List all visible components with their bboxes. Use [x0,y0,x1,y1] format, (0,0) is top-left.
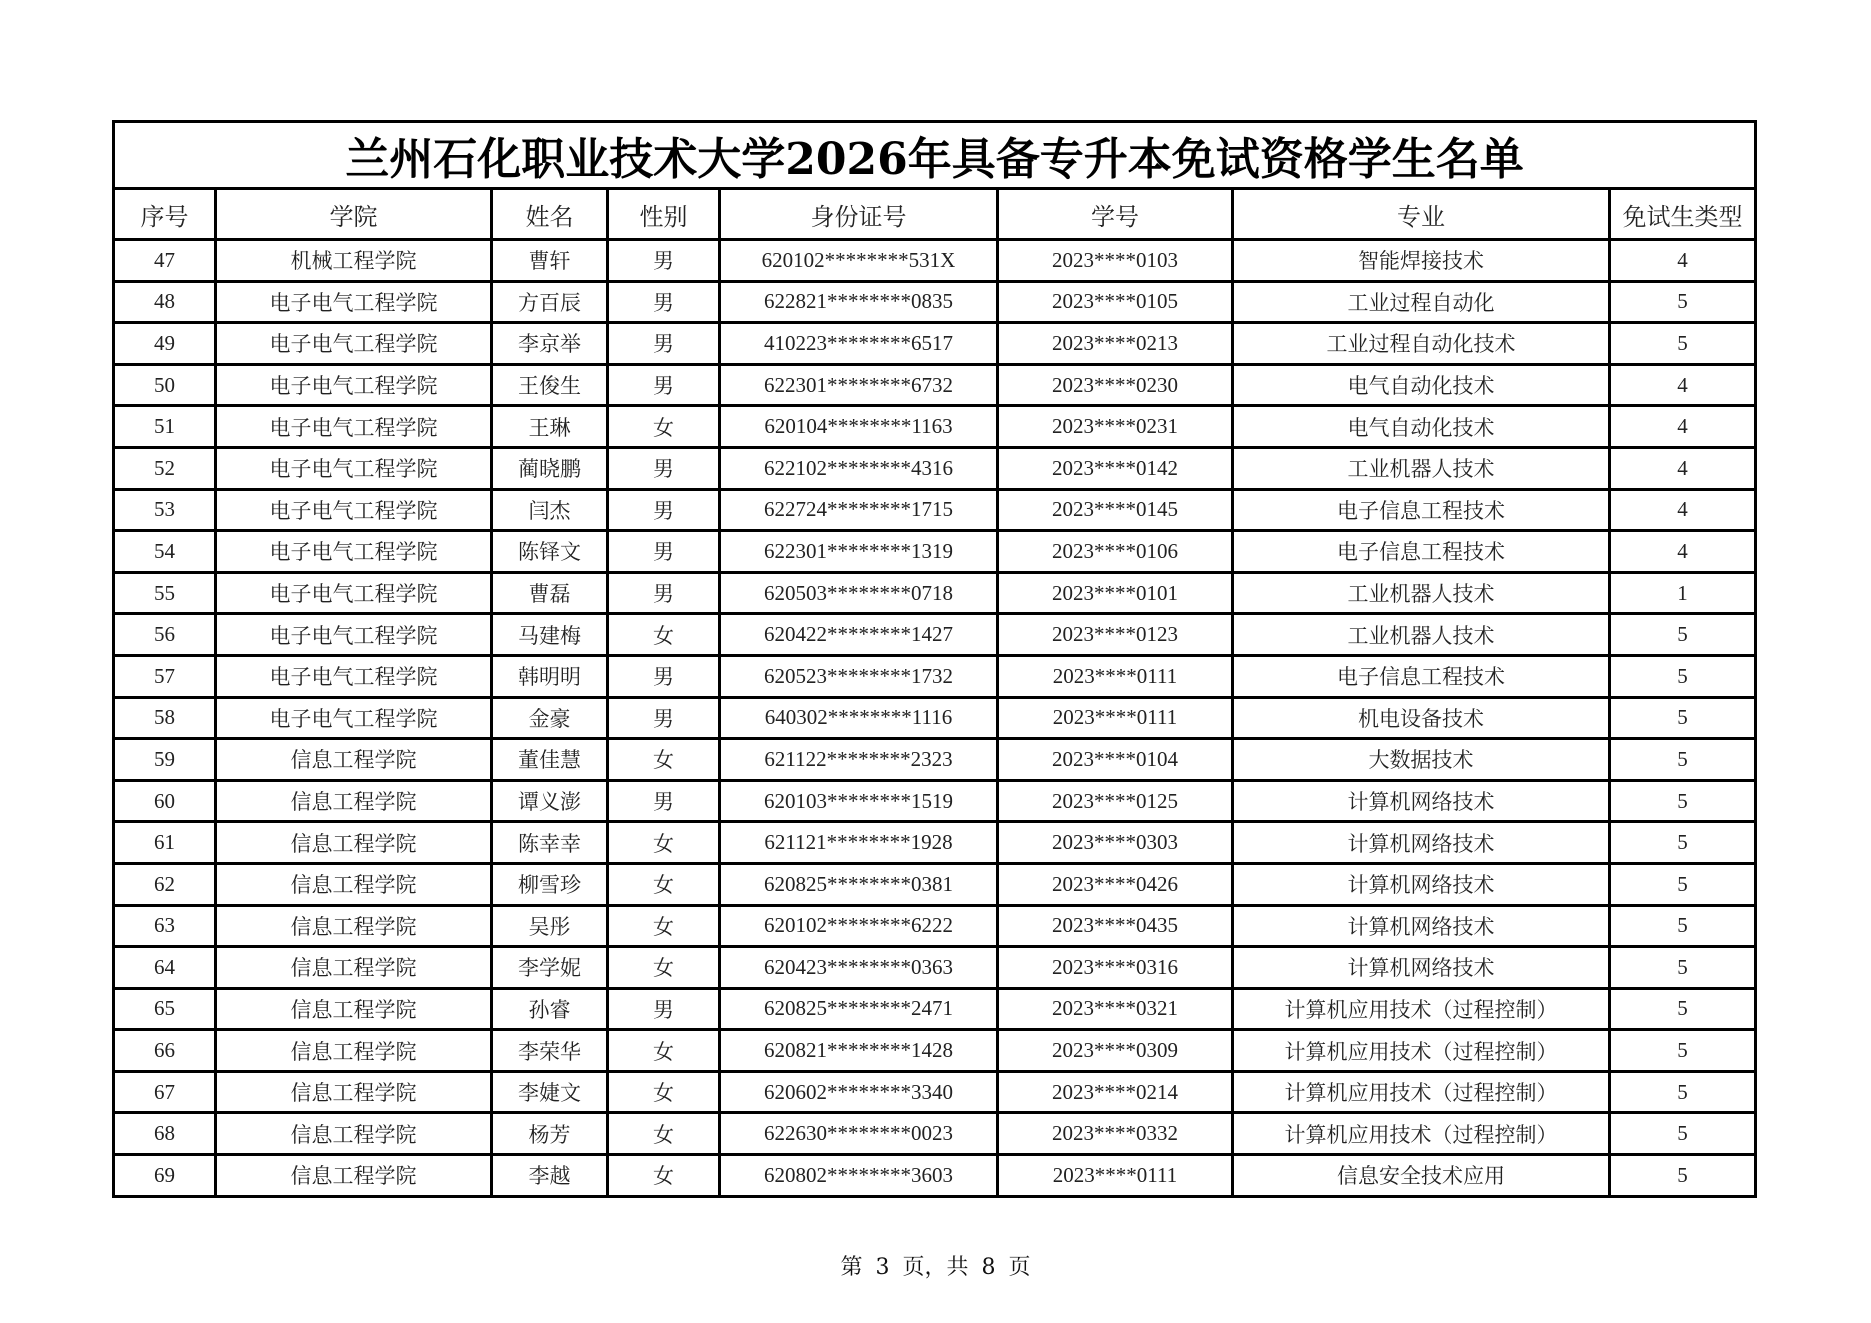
cell-major: 计算机应用技术（过程控制） [1233,1113,1610,1155]
cell-college: 电子电气工程学院 [216,364,492,406]
cell-name: 董佳慧 [492,739,608,781]
cell-college: 信息工程学院 [216,780,492,822]
cell-gender: 女 [608,1071,720,1113]
cell-id-card: 620825********2471 [720,988,998,1030]
cell-name: 李荣华 [492,1030,608,1072]
cell-major: 电气自动化技术 [1233,406,1610,448]
cell-type: 4 [1610,447,1756,489]
cell-no: 53 [114,489,216,531]
cell-gender: 男 [608,240,720,282]
cell-no: 48 [114,281,216,323]
cell-major: 计算机应用技术（过程控制） [1233,1071,1610,1113]
cell-type: 5 [1610,1113,1756,1155]
student-table [112,120,1757,1198]
cell-type: 5 [1610,655,1756,697]
cell-no: 62 [114,863,216,905]
cell-no: 59 [114,739,216,781]
cell-type: 1 [1610,572,1756,614]
cell-id-card: 620503********0718 [720,572,998,614]
cell-no: 56 [114,614,216,656]
cell-type: 4 [1610,489,1756,531]
table-row [114,364,1756,406]
cell-id-card: 640302********1116 [720,697,998,739]
column-header-name: 姓名 [492,189,608,240]
cell-gender: 男 [608,655,720,697]
cell-student-id: 2023****0309 [998,1030,1233,1072]
cell-name: 王俊生 [492,364,608,406]
cell-college: 信息工程学院 [216,947,492,989]
cell-no: 60 [114,780,216,822]
cell-type: 5 [1610,281,1756,323]
column-header-type: 免试生类型 [1610,189,1756,240]
cell-college: 电子电气工程学院 [216,572,492,614]
cell-name: 曹轩 [492,240,608,282]
cell-major: 工业过程自动化技术 [1233,323,1610,365]
cell-college: 信息工程学院 [216,1155,492,1197]
cell-college: 电子电气工程学院 [216,489,492,531]
table-row [114,863,1756,905]
table-row [114,240,1756,282]
cell-student-id: 2023****0101 [998,572,1233,614]
table-row [114,697,1756,739]
column-header-major: 专业 [1233,189,1610,240]
cell-student-id: 2023****0105 [998,281,1233,323]
cell-college: 电子电气工程学院 [216,697,492,739]
cell-major: 计算机网络技术 [1233,780,1610,822]
page-number-footer: 第 3 页，共 8 页 [840,1255,1031,1280]
cell-name: 陈幸幸 [492,822,608,864]
cell-id-card: 620423********0363 [720,947,998,989]
cell-type: 4 [1610,531,1756,573]
cell-student-id: 2023****0213 [998,323,1233,365]
table-row [114,323,1756,365]
cell-type: 5 [1610,1155,1756,1197]
cell-college: 信息工程学院 [216,739,492,781]
cell-major: 计算机网络技术 [1233,863,1610,905]
title-row [114,122,1756,189]
cell-major: 工业过程自动化 [1233,281,1610,323]
cell-type: 5 [1610,988,1756,1030]
cell-id-card: 621122********2323 [720,739,998,781]
table-row [114,489,1756,531]
cell-student-id: 2023****0111 [998,655,1233,697]
cell-type: 4 [1610,364,1756,406]
cell-no: 63 [114,905,216,947]
cell-id-card: 622724********1715 [720,489,998,531]
cell-id-card: 622301********1319 [720,531,998,573]
cell-no: 68 [114,1113,216,1155]
cell-college: 信息工程学院 [216,905,492,947]
cell-type: 5 [1610,780,1756,822]
cell-student-id: 2023****0435 [998,905,1233,947]
column-header-id-card: 身份证号 [720,189,998,240]
cell-student-id: 2023****0321 [998,988,1233,1030]
cell-major: 电气自动化技术 [1233,364,1610,406]
cell-type: 5 [1610,1071,1756,1113]
cell-type: 5 [1610,1030,1756,1072]
cell-gender: 女 [608,614,720,656]
cell-type: 5 [1610,323,1756,365]
cell-gender: 女 [608,947,720,989]
cell-no: 47 [114,240,216,282]
cell-name: 蔺晓鹏 [492,447,608,489]
cell-major: 工业机器人技术 [1233,614,1610,656]
cell-college: 机械工程学院 [216,240,492,282]
cell-no: 69 [114,1155,216,1197]
cell-no: 54 [114,531,216,573]
cell-college: 电子电气工程学院 [216,531,492,573]
cell-gender: 男 [608,323,720,365]
table-row [114,780,1756,822]
cell-college: 信息工程学院 [216,1113,492,1155]
cell-type: 5 [1610,614,1756,656]
cell-type: 4 [1610,240,1756,282]
cell-no: 65 [114,988,216,1030]
table-row [114,572,1756,614]
document-title: 兰州石化职业技术大学2026年具备专升本免试资格学生名单 [114,122,1756,189]
table-row [114,822,1756,864]
cell-gender: 男 [608,988,720,1030]
cell-type: 5 [1610,697,1756,739]
cell-gender: 男 [608,780,720,822]
cell-college: 信息工程学院 [216,1071,492,1113]
cell-college: 电子电气工程学院 [216,323,492,365]
cell-name: 李越 [492,1155,608,1197]
cell-type: 5 [1610,822,1756,864]
cell-id-card: 622102********4316 [720,447,998,489]
table-row [114,406,1756,448]
cell-id-card: 621121********1928 [720,822,998,864]
cell-no: 66 [114,1030,216,1072]
cell-name: 李京举 [492,323,608,365]
table-row [114,1155,1756,1197]
cell-name: 李学妮 [492,947,608,989]
cell-college: 电子电气工程学院 [216,447,492,489]
cell-student-id: 2023****0214 [998,1071,1233,1113]
cell-major: 大数据技术 [1233,739,1610,781]
cell-college: 电子电气工程学院 [216,406,492,448]
cell-student-id: 2023****0103 [998,240,1233,282]
cell-name: 吴彤 [492,905,608,947]
cell-no: 52 [114,447,216,489]
cell-college: 电子电气工程学院 [216,655,492,697]
cell-major: 电子信息工程技术 [1233,531,1610,573]
cell-id-card: 620821********1428 [720,1030,998,1072]
column-header-gender: 性别 [608,189,720,240]
cell-major: 计算机网络技术 [1233,822,1610,864]
cell-name: 金豪 [492,697,608,739]
cell-id-card: 622821********0835 [720,281,998,323]
cell-student-id: 2023****0104 [998,739,1233,781]
table-row [114,531,1756,573]
cell-major: 计算机网络技术 [1233,947,1610,989]
cell-gender: 男 [608,281,720,323]
cell-id-card: 620103********1519 [720,780,998,822]
cell-student-id: 2023****0123 [998,614,1233,656]
cell-major: 计算机应用技术（过程控制） [1233,988,1610,1030]
column-header-college: 学院 [216,189,492,240]
cell-no: 58 [114,697,216,739]
cell-major: 信息安全技术应用 [1233,1155,1610,1197]
cell-student-id: 2023****0231 [998,406,1233,448]
cell-student-id: 2023****0316 [998,947,1233,989]
cell-college: 电子电气工程学院 [216,614,492,656]
student-list-sheet [112,120,1754,1198]
cell-type: 5 [1610,947,1756,989]
table-row [114,1113,1756,1155]
cell-id-card: 620802********3603 [720,1155,998,1197]
cell-college: 信息工程学院 [216,863,492,905]
cell-name: 孙睿 [492,988,608,1030]
table-row [114,947,1756,989]
cell-id-card: 622630********0023 [720,1113,998,1155]
cell-id-card: 620104********1163 [720,406,998,448]
cell-id-card: 620102********6222 [720,905,998,947]
cell-major: 电子信息工程技术 [1233,489,1610,531]
cell-name: 李婕文 [492,1071,608,1113]
cell-major: 计算机网络技术 [1233,905,1610,947]
table-row [114,988,1756,1030]
table-row [114,1030,1756,1072]
cell-no: 61 [114,822,216,864]
cell-id-card: 620422********1427 [720,614,998,656]
cell-name: 柳雪珍 [492,863,608,905]
cell-gender: 女 [608,739,720,781]
cell-type: 5 [1610,905,1756,947]
table-row [114,739,1756,781]
cell-student-id: 2023****0426 [998,863,1233,905]
cell-gender: 女 [608,1155,720,1197]
cell-major: 智能焊接技术 [1233,240,1610,282]
cell-college: 电子电气工程学院 [216,281,492,323]
cell-id-card: 622301********6732 [720,364,998,406]
cell-gender: 女 [608,905,720,947]
cell-id-card: 410223********6517 [720,323,998,365]
cell-student-id: 2023****0142 [998,447,1233,489]
cell-no: 50 [114,364,216,406]
header-row [114,189,1756,240]
cell-type: 5 [1610,863,1756,905]
cell-gender: 女 [608,1113,720,1155]
cell-no: 51 [114,406,216,448]
column-header-student-id: 学号 [998,189,1233,240]
cell-name: 曹磊 [492,572,608,614]
cell-major: 计算机应用技术（过程控制） [1233,1030,1610,1072]
cell-student-id: 2023****0332 [998,1113,1233,1155]
table-row [114,905,1756,947]
cell-gender: 男 [608,697,720,739]
cell-gender: 男 [608,489,720,531]
cell-id-card: 620825********0381 [720,863,998,905]
cell-no: 64 [114,947,216,989]
cell-gender: 女 [608,406,720,448]
table-row [114,614,1756,656]
cell-gender: 女 [608,863,720,905]
cell-gender: 男 [608,572,720,614]
cell-major: 工业机器人技术 [1233,572,1610,614]
table-row [114,1071,1756,1113]
cell-no: 55 [114,572,216,614]
cell-student-id: 2023****0111 [998,1155,1233,1197]
cell-name: 谭义澎 [492,780,608,822]
cell-gender: 男 [608,364,720,406]
cell-id-card: 620602********3340 [720,1071,998,1113]
cell-student-id: 2023****0145 [998,489,1233,531]
column-header-no: 序号 [114,189,216,240]
cell-student-id: 2023****0303 [998,822,1233,864]
cell-gender: 女 [608,822,720,864]
cell-id-card: 620102********531X [720,240,998,282]
cell-no: 49 [114,323,216,365]
table-row [114,281,1756,323]
cell-college: 信息工程学院 [216,988,492,1030]
cell-name: 闫杰 [492,489,608,531]
cell-major: 电子信息工程技术 [1233,655,1610,697]
cell-major: 工业机器人技术 [1233,447,1610,489]
table-body [114,240,1756,1197]
cell-college: 信息工程学院 [216,822,492,864]
cell-name: 韩明明 [492,655,608,697]
cell-name: 马建梅 [492,614,608,656]
cell-no: 57 [114,655,216,697]
cell-name: 王琳 [492,406,608,448]
cell-id-card: 620523********1732 [720,655,998,697]
cell-gender: 男 [608,447,720,489]
cell-name: 陈铎文 [492,531,608,573]
cell-name: 杨芳 [492,1113,608,1155]
cell-student-id: 2023****0106 [998,531,1233,573]
table-row [114,447,1756,489]
cell-college: 信息工程学院 [216,1030,492,1072]
table-row [114,655,1756,697]
cell-type: 4 [1610,406,1756,448]
cell-gender: 女 [608,1030,720,1072]
cell-gender: 男 [608,531,720,573]
cell-name: 方百辰 [492,281,608,323]
cell-major: 机电设备技术 [1233,697,1610,739]
cell-student-id: 2023****0111 [998,697,1233,739]
cell-student-id: 2023****0125 [998,780,1233,822]
cell-student-id: 2023****0230 [998,364,1233,406]
cell-no: 67 [114,1071,216,1113]
cell-type: 5 [1610,739,1756,781]
